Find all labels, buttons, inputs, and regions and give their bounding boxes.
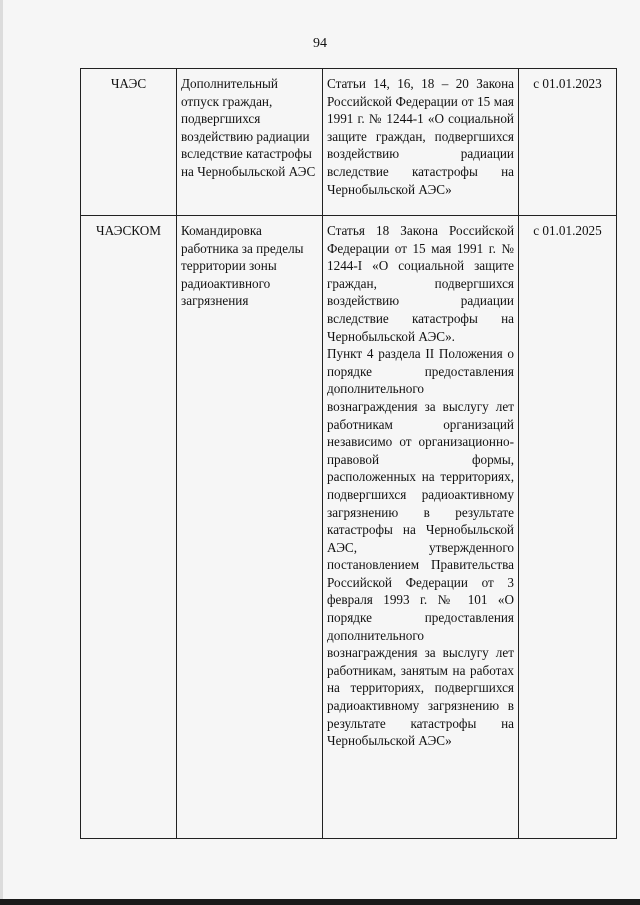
basis-paragraph: Статьи 14, 16, 18 – 20 Закона Российской Федерации от 15 мая 1991 г. № 1244-1 «О социальной защите граждан, подвергшихся воздействию радиации вследствие катастрофы на Чернобыльской АЭС» [327, 76, 514, 197]
table-row [81, 216, 617, 839]
row-date: с 01.01.2023 [519, 69, 617, 216]
page-number: 94 [313, 36, 327, 51]
basis-paragraph: Пункт 4 раздела II Положения о порядке предоставления дополнительного вознаграждения за выслугу лет работникам организаций независимо от организационно-правовой формы, расположенных на территориях, подвергшихся радиоактивному загрязнению в результате катастрофы на Чернобыльской АЭС, утвержденного постановлением Правительства Российской Федерации от 3 февраля 1993 г. № 101 «О порядке предоставления дополнительного вознаграждения за выслугу лет работникам, занятым на работах на территориях, подвергшихся радиоактивному загрязнению в результате катастрофы на Чернобыльской АЭС» [327, 346, 514, 749]
row-description: Дополнительный отпуск граждан, подвергшихся воздействию радиации вследствие катастрофы на Чернобыльской АЭС [177, 69, 323, 216]
scan-bottom-edge [0, 899, 640, 905]
table-row [81, 69, 617, 216]
row-legal-basis [323, 69, 519, 216]
basis-paragraph: Статья 18 Закона Российской Федерации от 15 мая 1991 г. № 1244-I «О социальной защите граждан, подвергшихся воздействию радиации вследствие катастрофы на Чернобыльской АЭС». [327, 223, 514, 344]
row-legal-basis [323, 216, 519, 839]
legal-table [80, 68, 617, 839]
row-date: с 01.01.2025 [519, 216, 617, 839]
row-code: ЧАЭС [81, 69, 177, 216]
scan-edge [0, 0, 3, 905]
row-description: Командировка работника за пределы территории зоны радиоактивного загрязнения [177, 216, 323, 839]
row-code: ЧАЭСКОМ [81, 216, 177, 839]
